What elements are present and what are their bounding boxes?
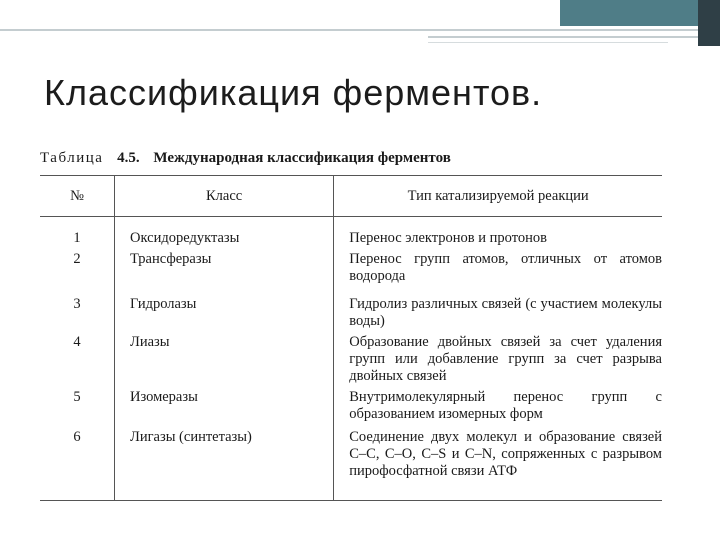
row-class: Лиазы xyxy=(114,334,333,385)
caption-number: 4.5. xyxy=(117,150,140,166)
decorative-line xyxy=(0,29,698,31)
table-spacer xyxy=(40,285,662,296)
row-reaction: Перенос групп атомов, отличных от атомов водорода xyxy=(349,251,662,284)
table-caption xyxy=(40,150,451,167)
header-class: Класс xyxy=(114,176,333,217)
row-reaction: Внутримолекулярный перенос групп с образованием изомерных форм xyxy=(349,389,662,422)
row-reaction: Перенос электронов и протонов xyxy=(349,230,547,246)
row-number: 6 xyxy=(40,429,114,501)
row-reaction: Соединение двух молекул и образование связей C–C, C–O, C–S и C–N, сопряженных с разрывом пирофосфатной связи АТФ xyxy=(334,429,662,501)
table-row xyxy=(40,389,662,423)
table-spacer xyxy=(40,217,662,231)
row-class: Оксидоредуктазы xyxy=(114,230,333,247)
row-number: 5 xyxy=(73,389,81,405)
table-row xyxy=(40,429,662,501)
table-header-row xyxy=(40,176,662,217)
row-number: 2 xyxy=(73,251,81,267)
decorative-line xyxy=(428,42,668,43)
table-row xyxy=(40,334,662,385)
row-number: 1 xyxy=(73,230,81,246)
table-row xyxy=(40,230,662,247)
row-class: Трансферазы xyxy=(114,251,333,285)
table-row xyxy=(40,251,662,285)
row-class: Гидролазы xyxy=(114,296,333,330)
caption-title: Международная классификация ферментов xyxy=(153,150,451,166)
table-row xyxy=(40,296,662,330)
caption-label: Таблица xyxy=(40,150,104,166)
row-number: 3 xyxy=(73,296,81,312)
row-class: Лигазы (синтетазы) xyxy=(114,429,333,501)
decorative-line xyxy=(428,36,698,38)
decorative-bar-teal xyxy=(560,0,698,26)
row-reaction: Образование двойных связей за счет удаления групп или добавление групп за счет разрыва двойных связей xyxy=(349,334,662,384)
row-reaction: Гидролиз различных связей (с участием молекулы воды) xyxy=(349,296,662,329)
row-class: Изомеразы xyxy=(114,389,333,423)
header-number: № xyxy=(40,176,114,217)
row-number: 4 xyxy=(73,334,81,350)
decorative-bar-dark xyxy=(698,0,720,46)
header-reaction: Тип катализируемой реакции xyxy=(334,176,662,217)
enzyme-classification-table xyxy=(40,175,662,501)
slide-title: Классификация ферментов. xyxy=(44,72,543,113)
